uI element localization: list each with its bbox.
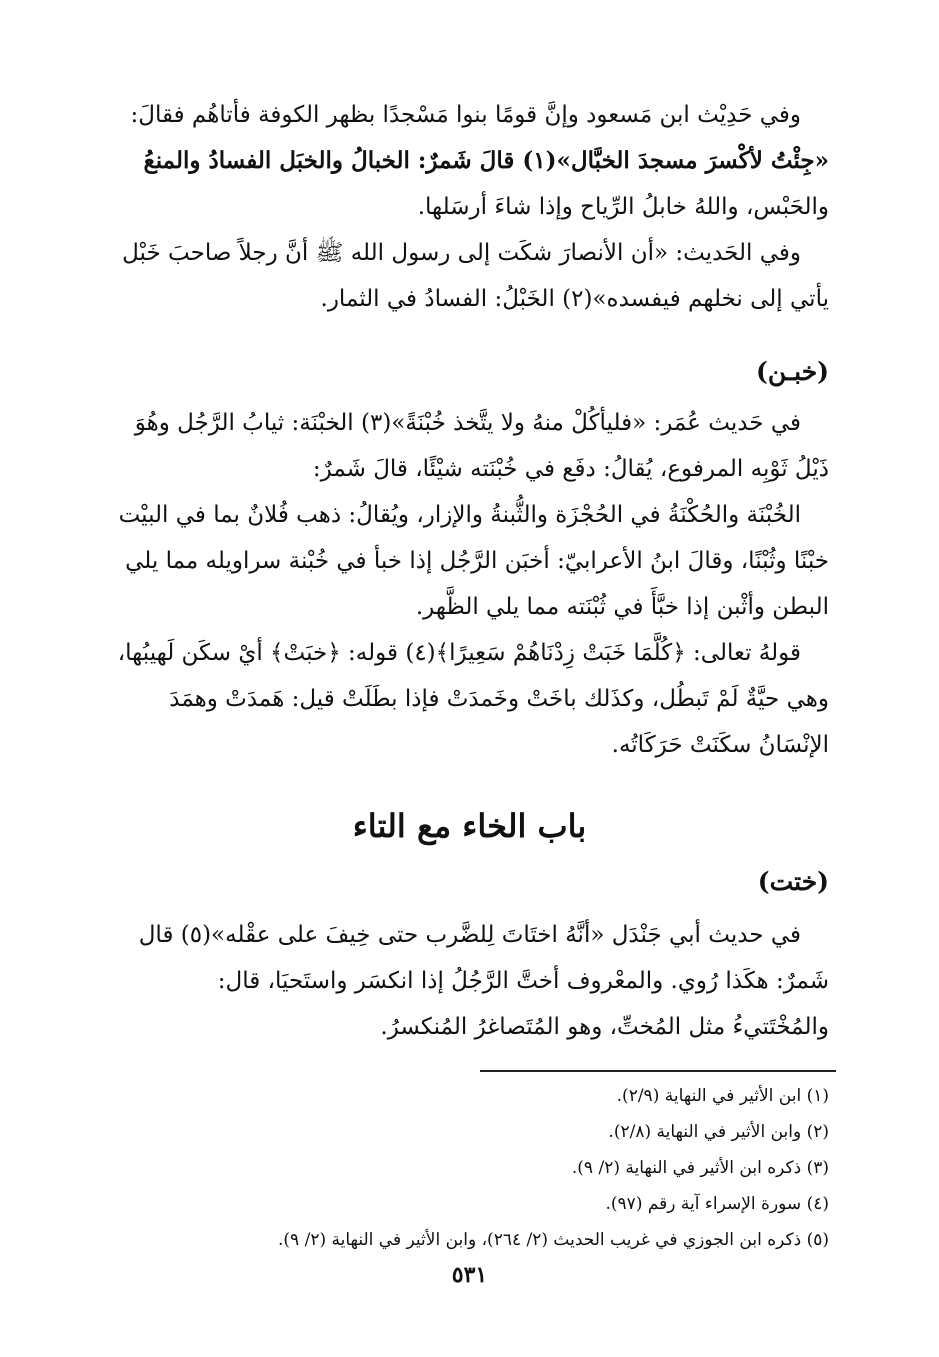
footnote: (١) ابن الأثير في النهاية (٢/٩).	[616, 1086, 829, 1106]
text-line: «جِئْتُ لأكْسرَ مسجدَ الخبَّال»(١) قالَ شَمرٌ: الخبالُ والخبَل الفسادُ والمنعُ	[143, 147, 829, 174]
text-line: شَمرٌ: هكَذا رُوي. والمعْروف أختَّ الرَّجُلُ إذا انكسَر واستَحيَا، قال:	[217, 968, 829, 994]
text-line: الإنْسَانُ سكَنَتْ حَرَكَاتُه.	[611, 732, 829, 758]
page-number: ٥٣١	[451, 1262, 488, 1288]
chapter-title: باب الخاء مع التاء	[352, 807, 587, 845]
text-line: البطن وأثْبن إذا خبَّأَ في ثُبْنَته مما يلي الظَّهر.	[415, 594, 829, 620]
footnote: (٥) ذكره ابن الجوزي في غريب الحديث (٢/ ٢٦٤)، وابن الأثير في النهاية (٢/ ٩).	[278, 1230, 829, 1250]
text-line: خبْنًا وثُبْنًا، وقالَ ابنُ الأعرابيّ: أخبَن الرَّجُل إذا خبأ في خُبْنة سراويله مما يلي	[125, 548, 829, 574]
footnote-separator	[480, 1070, 836, 1072]
entry-khabn	[101, 400, 829, 768]
text-line: والحَبْس، واللهُ خابلُ الرِّياح وإذا شاءَ أرسَلها.	[417, 194, 829, 220]
footnote: (٤) سورة الإسراء آية رقم (٩٧).	[605, 1194, 829, 1214]
text-line: وفي حَدِيْث ابن مَسعود وإنَّ قومًا بنوا مَسْجدًا بظهر الكوفة فأتاهُم فقالَ:	[130, 102, 801, 128]
text-line: وفي الحَديث: «أن الأنصارَ شكَت إلى رسول الله ﷺ أنَّ رجلاً صاحبَ خَبْل	[122, 240, 801, 266]
entry-khatt	[101, 912, 829, 1050]
text-line: وهي حيَّةٌ لَمْ تَبطُل، وكذَلك باخَتْ وخَمدَتْ فإذا بطَلَتْ قيل: هَمدَتْ وهمَدَ	[169, 686, 829, 712]
entry-khabl	[101, 92, 829, 322]
text-line: يأتي إلى نخلهم فيفسده»(٢) الخَبْلُ: الفسادُ في الثمار.	[320, 286, 829, 312]
text-line: في حَديث عُمَر: «فليأكُلْ منهُ ولا يتَّخذ خُبْنَةً»(٣) الخبْنَة: ثيابُ الرَّجُل وهُوَ	[134, 410, 801, 436]
footnote: (٢) وابن الأثير في النهاية (٢/٨).	[608, 1122, 829, 1142]
text-line: ذَيْلُ ثَوْبِه المرفوع، يُقالُ: دفَع في خُبْنَته شيْئًا، قالَ شَمرٌ:	[312, 456, 829, 482]
text-line: الخُبْنَة والحُكْنَةُ في الحُجْزَة والثُّبنةُ والإزار، ويُقالُ: ذهب فُلانٌ بما في البيْت	[118, 502, 801, 528]
text-line: قولهُ تعالى: ﴿كُلَّمَا خَبَتْ زِدْنَاهُمْ سَعِيرًا﴾(٤) قوله: ﴿خبَتْ﴾ أيْ سكَن لَهيبُها،	[117, 640, 801, 666]
footnotes	[101, 1078, 829, 1258]
footnote: (٣) ذكره ابن الأثير في النهاية (٢/ ٩).	[571, 1158, 829, 1178]
entry-heading-khabn: (خبـن)	[755, 357, 829, 386]
entry-heading-khatt: (ختت)	[757, 867, 829, 896]
text-line: والمُخْتَتيءُ مثل المُختِّ، وهو المُتَصاغرُ المُنكسرُ.	[380, 1014, 829, 1040]
text-line: في حديث أبي جَنْدَل «أنَّهُ اختَاتَ لِلضَّرب حتى خِيفَ على عقْله»(٥) قال	[138, 922, 801, 948]
